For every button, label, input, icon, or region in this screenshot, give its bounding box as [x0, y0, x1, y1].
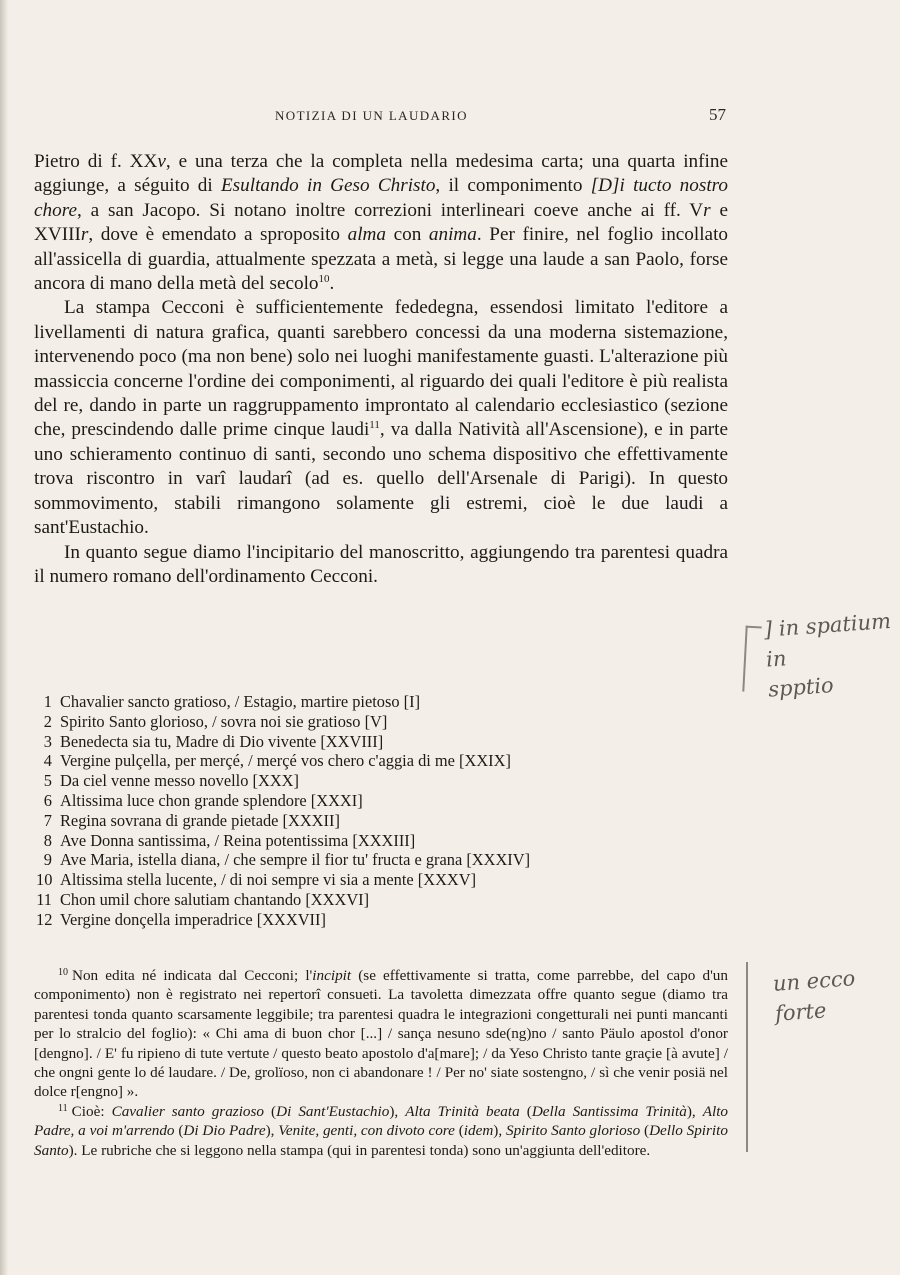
list-item: 1 Chavalier sancto gratioso, / Estagio, martire pietoso [I]: [43, 692, 421, 711]
margin-bracket: [746, 962, 748, 1152]
list-item: 6 Altissima luce chon grande splendore [XXXI]: [43, 790, 363, 810]
footnote-ref-10: 10: [318, 273, 330, 286]
handwritten-margin-note: ] in spatium in spptio: [763, 608, 892, 702]
list-item: 11 Chon umil chore salutiam chantando [XXXVI]: [36, 889, 370, 909]
title-tucto: i tucto nostro chore: [34, 175, 729, 221]
paragraph-2: La stampa Cecconi è sufficientemente fededegna, essendosi limitato l'editore a livellamenti di natura grafica, quanti sarebbero concessi da una moderna sistemazione, intervenendo poco (ma non bene) solo nei luoghi manifestamente guasti. L'alterazione più massiccia concerne l'ordine dei componimenti, al riguardo dei quali l'editore è più realista del re, dando in parte un raggruppamento improntato al calendario ecclesiastico (sezione che, prescindendo dalle prime cinque laudi$^{11}$, va dalla Natività all'Ascensione), e in parte uno schieramento continuo di santi, secondo uno schema dispositivo che effettivamente trova riscontro in varî laudarî (ad es. quello dell'Arsenale di Parigi). In questo sommovimento, stabili rimangono solamente gli estremi, cioè le due laudi a sant'Eustachio.: [34, 297, 728, 539]
list-item: 12 Vergine donçella imperadrice [XXXVII]: [36, 909, 326, 929]
footnote-ref-11: 11: [369, 419, 380, 432]
list-item: 3 Benedecta sia tu, Madre di Dio vivente [XXVIII]: [43, 731, 384, 751]
paragraph-1: Pietro di f. XXv, e una terza che la completa nella medesima carta; una quarta infine aggiunge, a séguito di Esultando in Geso Christo, il componimento [D]i tucto nostro chore, a san Jacopo. Si notano inoltre correzioni interlineari coeve anche ai ff. Vr e XVIIIr, dove è emendato a sproposito alma con anima. Per finire, nel foglio incollato all'assicella di guardia, attualmente spezzata a metà, si legge una laude a san Paolo, forse ancora di mano della metà del secolo$^{10}$.: [34, 151, 729, 295]
footnote-10: $^{10}$ Non edita né indicata dal Cecconi; l'incipit (se effettivamente si tratta, come parrebbe, del capo d'un componimento) non è registrato nei repertorî consueti. La tavoletta dimezzata offre quanto segue (diamo tra parentesi tonda quanto scarsamente leggibile; tra parentesi quadra le integrazioni congetturali nei punti mancanti per lo stralcio del foglio): « Chi ama di buon chor [...] / sança nesuno sde(ng)no / santo Päulo apostol d'onor [dengno]. / E' fu ripieno di tute vertute / questo beato apostolo d'a[mare]; / da Yeso Christo tante graçie [à avute] / che ongni gente lo dé laudare. / De, grolïoso, non ci abandonare ! / Per no' siate sostengno, / sì che venir posiä nel dolce r[engno] ».: [34, 967, 728, 1101]
list-item: 7 Regina sovrana di grande pietade [XXXII]: [43, 810, 340, 830]
footnote-11: $^{11}$ Cioè: Cavalier santo grazioso (Di Sant'Eustachio), Alta Trinità beata (Della Santissima Trinità), Alto Padre, a voi m'arrendo (Di Dio Padre), Venite, genti, con divoto core (idem), Spirito Santo glorioso (Dello Spirito Santo). Le rubriche che si leggono nella stampa (qui in parentesi tonda) sono un'aggiunta dell'editore.: [34, 1102, 729, 1159]
paragraph-3: In quanto segue diamo l'incipitario del manoscritto, aggiungendo tra parentesi quadra il numero romano dell'ordinamento Cecconi.: [34, 541, 728, 587]
margin-bracket: [742, 626, 761, 693]
page-number: 57: [709, 105, 726, 124]
handwritten-margin-note: un ecco forte: [772, 966, 857, 1026]
list-item: 2 Spirito Santo glorioso, / sovra noi sie gratioso [V]: [43, 711, 388, 731]
running-title: NOTIZIA DI UN LAUDARIO: [275, 108, 468, 123]
list-item: 5 Da ciel venne messo novello [XXX]: [43, 771, 299, 791]
title-esultando: Esultando in Geso Christo: [220, 175, 436, 197]
page-gutter-shadow: [0, 0, 8, 1275]
list-item: 9 Ave Maria, istella diana, / che sempre il fior tu' fructa e grana [XXXIV]: [43, 850, 531, 870]
incipit-list: [36, 692, 736, 930]
list-item: 8 Ave Donna santissima, / Reina potentissima [XXXIII]: [43, 830, 416, 850]
footnotes: [34, 966, 728, 1160]
list-item: 4 Vergine pulçella, per merçé, / merçé vos chero c'aggia di me [XXIX]: [43, 751, 511, 771]
list-item: 10 Altissima stella lucente, / di noi sempre vi sia a mente [XXXV]: [36, 870, 477, 890]
body-text: [34, 150, 728, 589]
running-head: [0, 105, 900, 128]
